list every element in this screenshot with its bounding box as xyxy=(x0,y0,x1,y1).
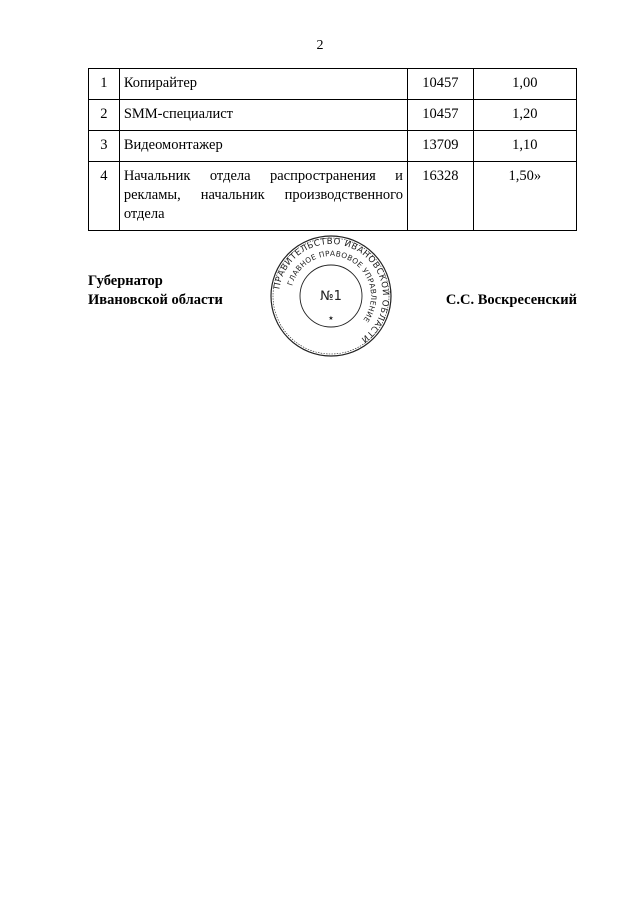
signatory-title xyxy=(88,272,223,310)
position-name: Видеомонтажер xyxy=(119,131,407,162)
salary-value: 10457 xyxy=(407,100,473,131)
salary-value: 10457 xyxy=(407,69,473,100)
stamp-inner-text: ГЛАВНОЕ ПРАВОВОЕ УПРАВЛЕНИЕ xyxy=(285,248,379,325)
position-name: Копирайтер xyxy=(119,69,407,100)
position-name-line: отдела xyxy=(123,206,165,222)
stamp-outer-text: ПРАВИТЕЛЬСТВО ИВАНОВСКОЙ ОБЛАСТИ xyxy=(272,236,391,345)
coefficient-value: 1,10 xyxy=(473,131,576,162)
table-row xyxy=(89,100,577,131)
table-row xyxy=(89,162,577,231)
coefficient-value: 1,00 xyxy=(473,69,576,100)
position-name: SMM-специалист xyxy=(119,100,407,131)
row-number: 4 xyxy=(89,162,120,231)
salary-value: 13709 xyxy=(407,131,473,162)
position-name-line: рекламы, начальник производственного xyxy=(123,187,403,203)
table-row xyxy=(89,131,577,162)
position-name-line: Начальник отдела распространения и xyxy=(123,168,403,184)
row-number: 1 xyxy=(89,69,120,100)
stamp-number: №1 xyxy=(320,289,342,304)
row-number: 3 xyxy=(89,131,120,162)
coefficient-value: 1,50» xyxy=(473,162,576,231)
table-row xyxy=(89,69,577,100)
page-number: 2 xyxy=(316,38,324,53)
stamp-star-icon: ★ xyxy=(328,315,334,322)
coefficient-value: 1,20 xyxy=(473,100,576,131)
signer-name: С.С. Воскресенский xyxy=(445,292,577,308)
official-stamp xyxy=(269,234,393,358)
row-number: 2 xyxy=(89,100,120,131)
position-name xyxy=(119,162,407,231)
signatory-title-line: Ивановской области xyxy=(88,292,223,308)
positions-table xyxy=(88,68,577,231)
salary-value: 16328 xyxy=(407,162,473,231)
signatory-title-line: Губернатор xyxy=(88,273,163,289)
